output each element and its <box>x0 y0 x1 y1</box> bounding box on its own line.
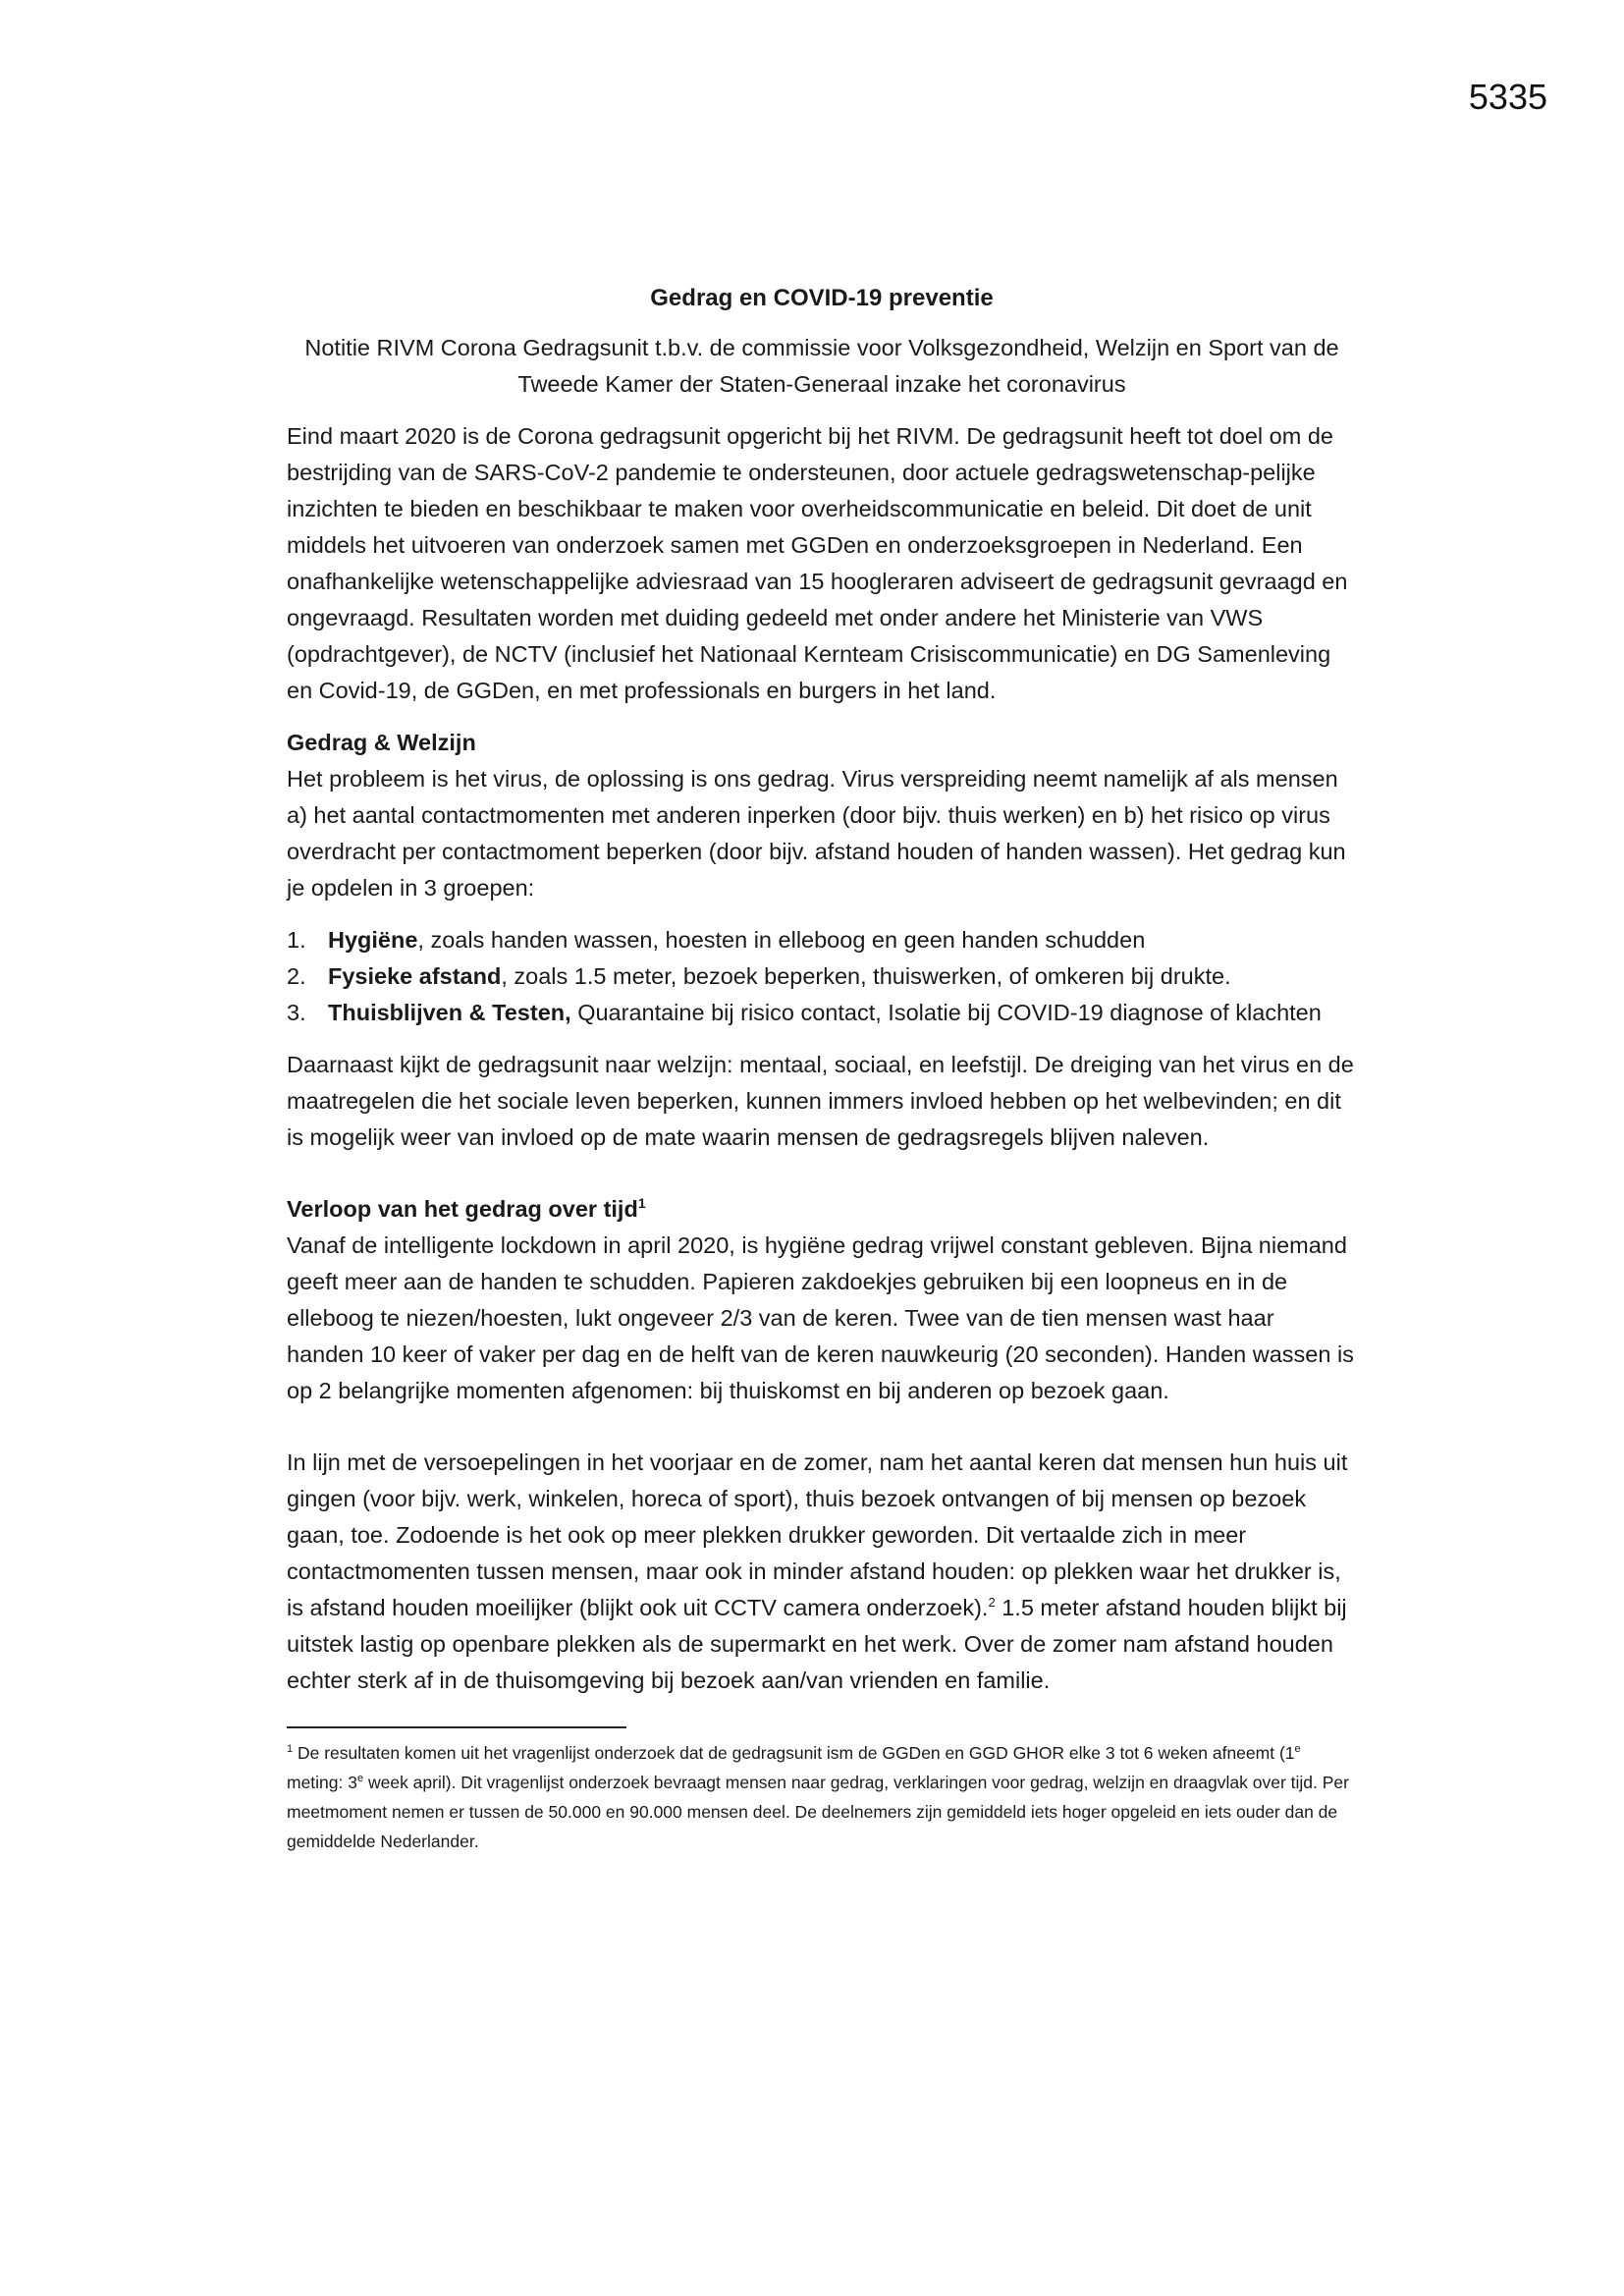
section2-paragraph-1: Vanaf de intelligente lockdown in april 2020, is hygiëne gedrag vrijwel constant gebleven. Bijna niemand geeft meer aan de handen te schudden. Papieren zakdoekjes gebruiken bij een loopneus en in de elleboog te niezen/hoesten, lukt ongeveer 2/3 van de keren. Twee van de tien mensen wast haar handen 10 keer of vaker per dag en de helft van de keren nauwkeurig (20 seconden). Handen wassen is op 2 belangrijke momenten afgenomen: bij thuiskomst en bij anderen op bezoek gaan. <box>287 1232 1354 1403</box>
footnote-number: 1 <box>287 1743 294 1756</box>
list-number: 2. <box>287 963 306 989</box>
document-body <box>287 280 1357 1856</box>
list-term: Fysieke afstand <box>328 963 502 989</box>
ordinal-suffix: e <box>1294 1743 1301 1756</box>
footnote-text: De resultaten komen uit het vragenlijst onderzoek dat de gedragsunit ism de GGDen en GGD GHOR elke 3 tot 6 weken afneemt (1 <box>293 1743 1295 1763</box>
footnote <box>287 1738 1357 1856</box>
page-number: 5335 <box>1468 77 1547 117</box>
document-subtitle: Notitie RIVM Corona Gedragsunit t.b.v. de commissie voor Volksgezondheid, Welzijn en Sport van de Tweede Kamer der Staten-Generaal inzake het coronavirus <box>304 335 1339 397</box>
section2-paragraph-2 <box>287 1445 1357 1699</box>
section1-paragraph: Het probleem is het virus, de oplossing is ons gedrag. Virus verspreiding neemt namelijk af als mensen a) het aantal contactmomenten met anderen inperken (door bijv. thuis werken) en b) het risico op virus overdracht per contactmoment beperken (door bijv. afstand houden of handen wassen). Het gedrag kun je opdelen in 3 groepen: <box>287 766 1346 901</box>
section-heading-gedrag-welzijn: Gedrag & Welzijn <box>287 730 476 755</box>
footnote-text: meting: 3 <box>287 1773 357 1792</box>
paragraph-text: In lijn met de versoepelingen in het voorjaar en de zomer, nam het aantal keren dat mensen hun huis uit gingen (voor bijv. werk, winkelen, horeca of sport), thuis bezoek ontvangen of bij mensen op bezoek gaan, toe. Zodoende is het ook op meer plekken drukker geworden. Dit vertaalde zich in meer contactmomenten tussen mensen, maar ook in minder afstand houden: op plekken waar het drukker is, is afstand houden moeilijker (blijkt ook uit CCTV camera onderzoek). <box>287 1449 1348 1620</box>
intro-paragraph: Eind maart 2020 is de Corona gedragsunit opgericht bij het RIVM. De gedragsunit heeft tot doel om de bestrijding van de SARS-CoV-2 pandemie te ondersteunen, door actuele gedragswetenschap-pelijke inzichten te bieden en beschikbaar te maken voor overheidscommunicatie en beleid. Dit doet de unit middels het uitvoeren van onderzoek samen met GGDen en onderzoeksgroepen in Nederland. Een onafhankelijke wetenschappelijke adviesraad van 15 hoogleraren adviseert de gedragsunit gevraagd en ongevraagd. Resultaten worden met duiding gedeeld met onder andere het Ministerie van VWS (opdrachtgever), de NCTV (inclusief het Nationaal Kernteam Crisiscommunicatie) en DG Samenleving en Covid-19, de GGDen, en met professionals en burgers in het land. <box>287 423 1348 703</box>
ordinal-suffix: e <box>356 1773 364 1785</box>
behaviour-groups-list <box>287 922 1357 1031</box>
document-title: Gedrag en COVID-19 preventie <box>650 285 994 311</box>
list-text: , zoals handen wassen, hoesten in elleboog en geen handen schudden <box>417 927 1146 953</box>
list-text: Quarantaine bij risico contact, Isolatie bij COVID-19 diagnose of klachten <box>570 1000 1322 1025</box>
list-term: Thuisblijven & Testen, <box>328 1000 571 1025</box>
section-heading-verloop <box>287 1191 1357 1228</box>
footnote-divider <box>287 1726 626 1728</box>
paragraph-text: 1.5 meter afstand houden blijkt bij uitstek lastig op openbare plekken als de supermarkt en het werk. Over de zomer nam afstand houden echter sterk af in de thuisomgeving bij bezoek aan/van vrienden en familie. <box>287 1595 1347 1693</box>
list-item <box>287 995 1357 1031</box>
list-text: , zoals 1.5 meter, bezoek beperken, thuiswerken, of omkeren bij drukte. <box>501 963 1231 989</box>
welzijn-paragraph: Daarnaast kijkt de gedragsunit naar welzijn: mentaal, sociaal, en leefstijl. De dreiging van het virus en de maatregelen die het sociale leven beperken, kunnen immers invloed hebben op het welbevinden; en dit is mogelijk weer van invloed op de mate waarin mensen de gedragsregels blijven naleven. <box>287 1052 1354 1150</box>
list-item <box>287 922 1357 958</box>
footnote-ref[interactable]: 1 <box>637 1195 646 1212</box>
list-item <box>287 958 1357 995</box>
footnote-text: week april). Dit vragenlijst onderzoek bevraagt mensen naar gedrag, verklaringen voor gedrag, welzijn en draagvlak over tijd. Per meetmoment nemen er tussen de 50.000 en 90.000 mensen deel. De deelnemers zijn gemiddeld iets hoger opgeleid en iets ouder dan de gemiddelde Nederlander. <box>287 1773 1349 1851</box>
footnote-ref[interactable]: 2 <box>988 1595 996 1611</box>
heading-text: Verloop van het gedrag over tijd <box>287 1196 638 1222</box>
list-number: 1. <box>287 927 306 953</box>
list-number: 3. <box>287 1000 306 1025</box>
list-term: Hygiëne <box>328 927 418 953</box>
